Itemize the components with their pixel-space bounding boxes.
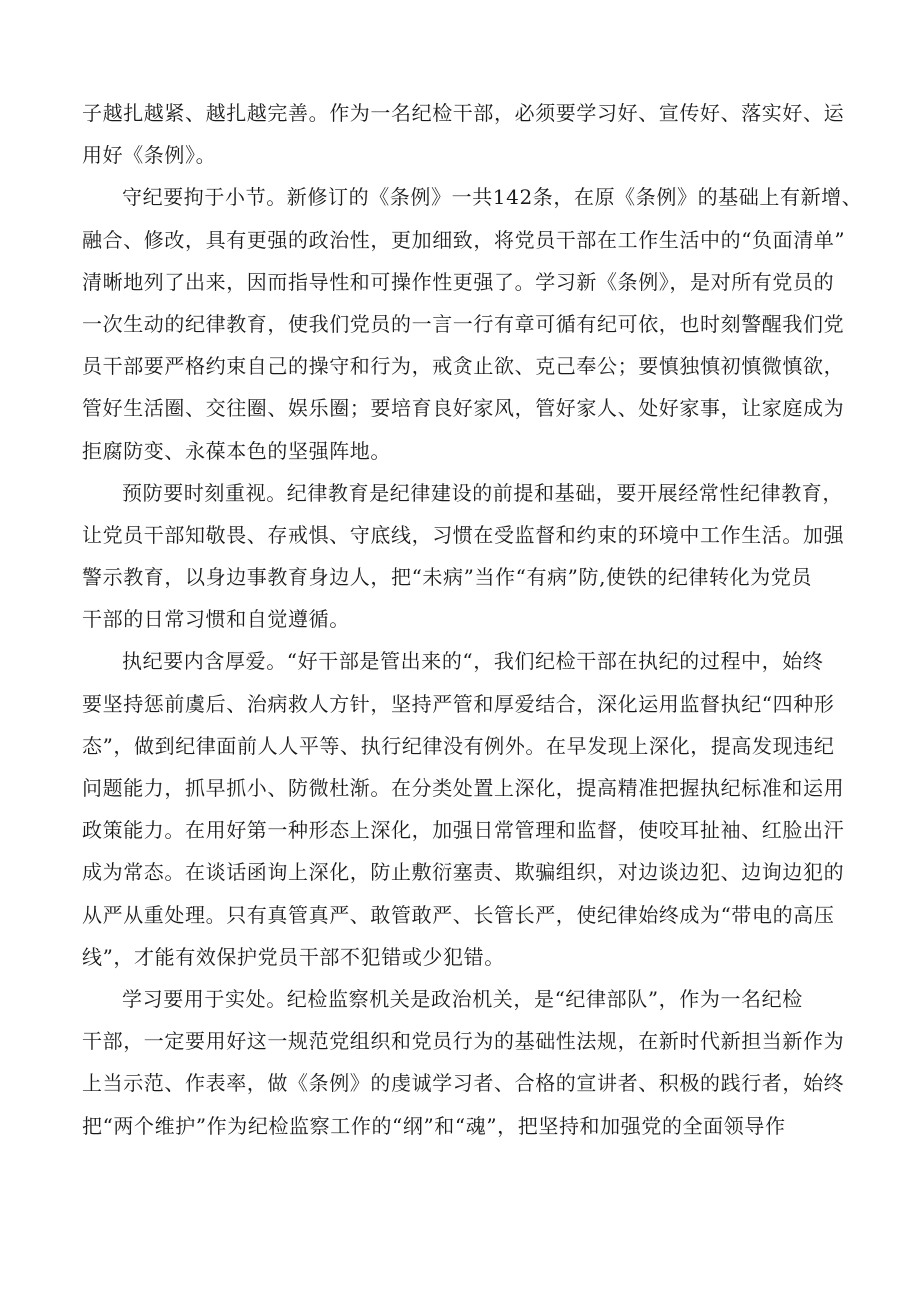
text-line: 把“两个维护”作为纪检监察工作的“纲”和“魂”，把坚持和加强党的全面领导作 [82,1113,786,1138]
text-line: 警示教育，以身边事教育身边人，把“未病”当作“有病”防,使铁的纪律转化为党员 [82,565,813,590]
document-body [82,92,862,1147]
text-line: 清晰地列了出来，因而指导性和可操作性更强了。学习新《条例》，是对所有党员的 [82,269,835,294]
text-line: 学习要用于实处。纪检监察机关是政治机关，是“纪律部队”，作为一名纪检 [122,986,803,1011]
text-line: 干部的日常习惯和自觉遵循。 [82,607,350,632]
text-line: 成为常态。在谈话函询上深化，防止敷衍塞责、欺骗组织，对边谈边犯、边询边犯的 [82,860,845,885]
text-line: 用好《条例》。 [82,143,217,168]
text-line: 执纪要内含厚爱。“好干部是管出来的“，我们纪检干部在执纪的过程中，始终 [122,649,824,674]
text-line: 政策能力。在用好第一种形态上深化，加强日常管理和监督，使咬耳扯袖、红脸出汗 [82,818,845,843]
text-line: 融合、修改，具有更强的政治性，更加细致，将党员干部在工作生活中的“负面清单” [82,227,846,252]
text-line: 员干部要严格约束自己的操守和行为，戒贪止欲、克己奉公；要慎独慎初慎微慎欲， [82,354,845,379]
text-line: 守纪要拘于小节。新修订的《条例》一共142条，在原《条例》的基础上有新增、 [122,185,863,210]
text-line: 拒腐防变、永葆本色的坚强阵地。 [82,438,391,463]
text-line: 一次生动的纪律教育，使我们党员的一言一行有章可循有纪可依，也时刻警醒我们党 [82,311,845,336]
text-line: 管好生活圈、交往圈、娱乐圈；要培育良好家风，管好家人、处好家事，让家庭成为 [82,396,845,421]
text-line: 问题能力，抓早抓小、防微杜渐。在分类处置上深化，提高精准把握执纪标准和运用 [82,776,845,800]
text-line: 线”，才能有效保护党员干部不犯错或少犯错。 [82,944,505,969]
text-line: 让党员干部知敬畏、存戒惧、守底线，习惯在受监督和约束的环境中工作生活。加强 [82,522,845,547]
text-line: 态”，做到纪律面前人人平等、执行纪律没有例外。在早发现上深化，提高发现违纪 [82,733,835,758]
text-line: 干部，一定要用好这一规范党组织和党员行为的基础性法规，在新时代新担当新作为 [82,1029,845,1054]
text-line: 要坚持惩前虞后、治病救人方针，坚持严管和厚爱结合，深化运用监督执纪“四种形 [82,691,835,716]
text-line: 子越扎越紧、越扎越完善。作为一名纪检干部，必须要学习好、宣传好、落实好、运 [82,101,845,125]
text-line: 上当示范、作表率，做《条例》的虔诚学习者、合格的宣讲者、积极的践行者，始终 [82,1071,845,1096]
text-line: 预防要时刻重视。纪律教育是纪律建设的前提和基础，要开展经常性纪律教育， [122,480,843,505]
text-line: 从严从重处理。只有真管真严、敢管敢严、长管长严，使纪律始终成为“带电的高压 [82,902,835,927]
